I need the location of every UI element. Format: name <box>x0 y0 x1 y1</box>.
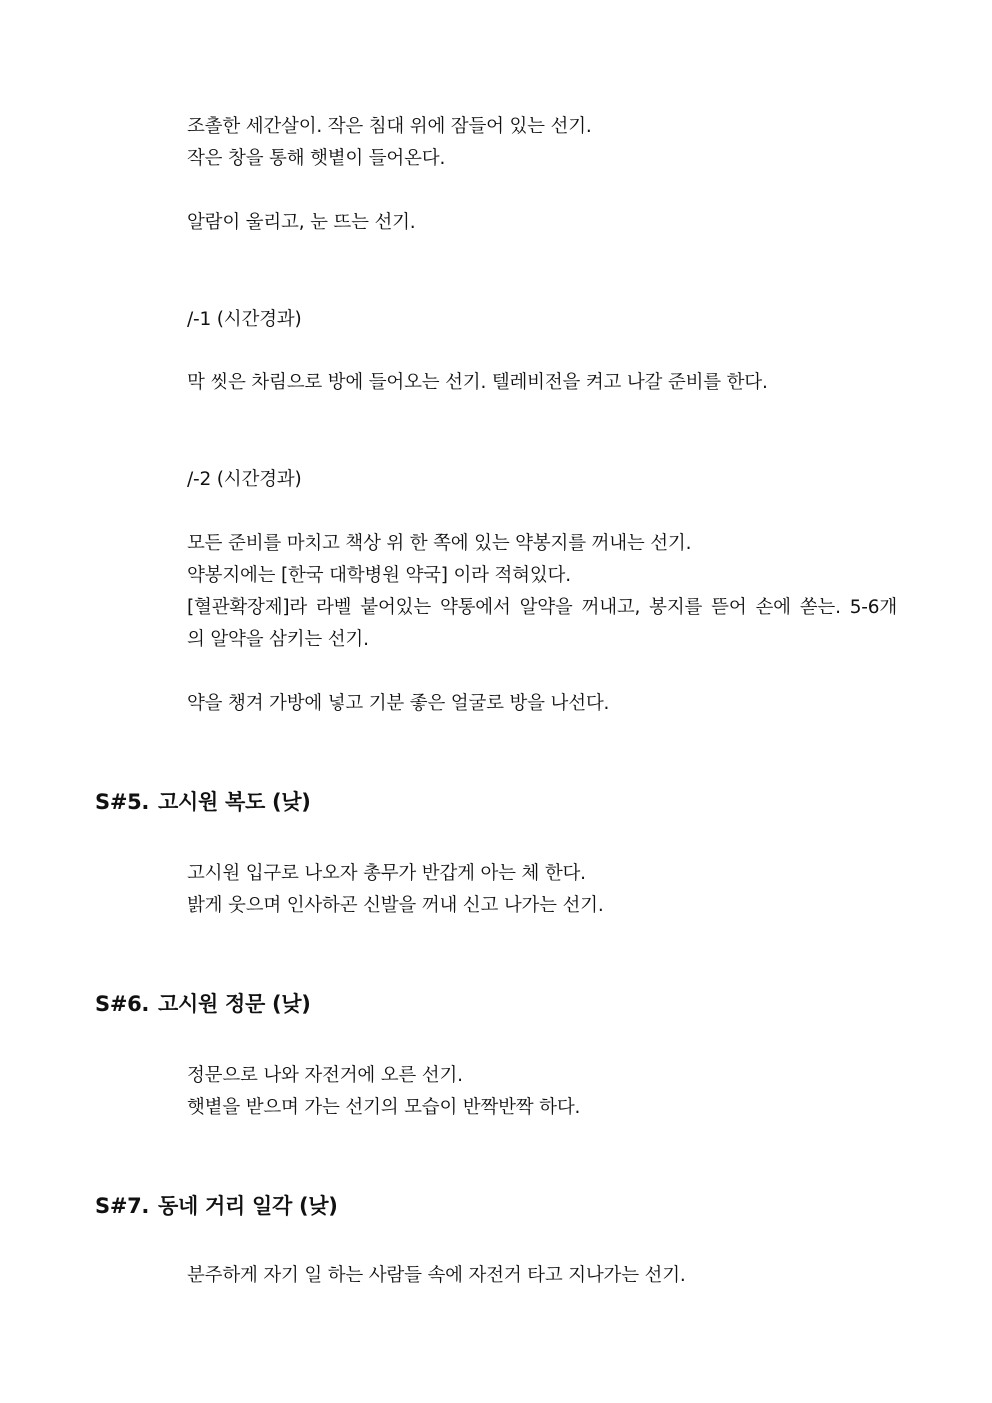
action-line: 분주하게 자기 일 하는 사람들 속에 자전거 타고 지나가는 선기. <box>187 1265 686 1286</box>
action-line: 의 알약을 삼키는 선기. <box>187 629 369 650</box>
action-line: 막 씻은 차림으로 방에 들어오는 선기. 텔레비전을 켜고 나갈 준비를 한다. <box>187 372 768 393</box>
scene-heading <box>95 789 311 815</box>
scene-title: 고시원 정문 (낮) <box>158 992 311 1016</box>
scene-heading <box>95 991 311 1017</box>
action-line: 정문으로 나와 자전거에 오른 선기. <box>187 1065 463 1086</box>
action-line: 밝게 웃으며 인사하곤 신발을 꺼내 신고 나가는 선기. <box>187 895 604 916</box>
action-line: 조촐한 세간살이. 작은 침대 위에 잠들어 있는 선기. <box>187 116 592 137</box>
action-line: 모든 준비를 마치고 책상 위 한 쪽에 있는 약봉지를 꺼내는 선기. <box>187 533 692 554</box>
action-line: 작은 창을 통해 햇볕이 들어온다. <box>187 148 446 169</box>
action-line: 알람이 울리고, 눈 뜨는 선기. <box>187 212 416 233</box>
action-line: 약을 챙겨 가방에 넣고 기분 좋은 얼굴로 방을 나선다. <box>187 693 610 714</box>
action-line: 고시원 입구로 나오자 총무가 반갑게 아는 체 한다. <box>187 863 586 884</box>
scene-number: S#5. <box>95 790 150 814</box>
scene-title: 동네 거리 일각 (낮) <box>158 1194 338 1218</box>
scene-title: 고시원 복도 (낮) <box>158 790 311 814</box>
action-line: 햇볕을 받으며 가는 선기의 모습이 반짝반짝 하다. <box>187 1097 581 1118</box>
action-line: 약봉지에는 [한국 대학병원 약국] 이라 적혀있다. <box>187 565 571 586</box>
scene-number: S#6. <box>95 992 150 1016</box>
scene-heading <box>95 1193 338 1219</box>
scene-number: S#7. <box>95 1194 150 1218</box>
action-line: [혈관확장제]라 라벨 붙어있는 약통에서 알약을 꺼내고, 봉지를 뜯어 손에 쏟는. 5-6개 <box>187 597 897 618</box>
time-cut-marker: /-2 (시간경과) <box>187 469 302 490</box>
time-cut-marker: /-1 (시간경과) <box>187 309 302 330</box>
